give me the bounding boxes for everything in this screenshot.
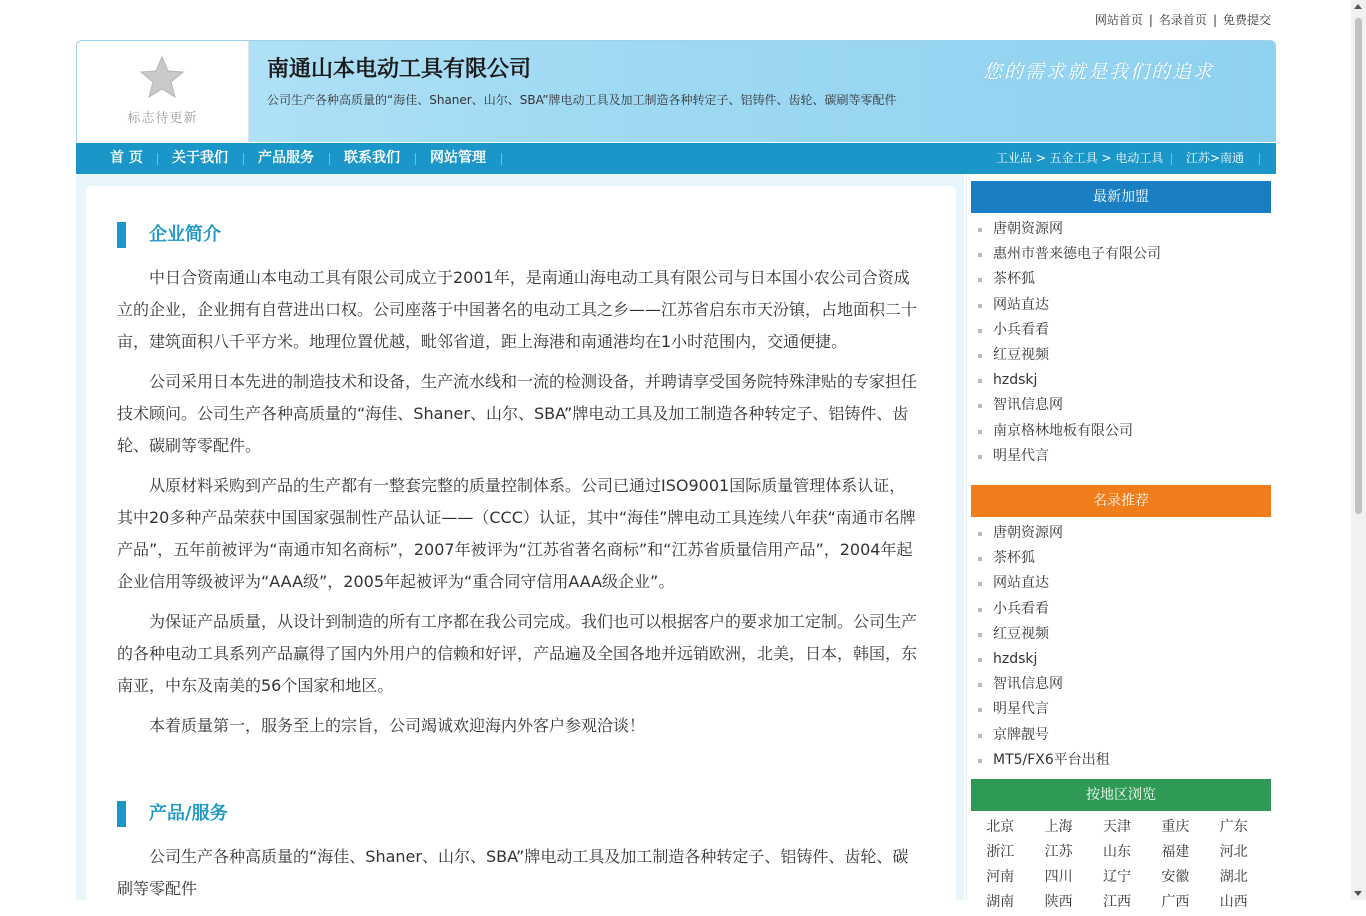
nav-separator [1171,153,1172,165]
list-item[interactable]: 茶杯狐 [978,267,1161,292]
section-title-products: 产品/服务 [117,801,228,827]
nav-item-about[interactable]: 关于我们 [172,150,228,166]
scrollbar-thumb[interactable] [1355,18,1362,514]
nav-separator [501,153,502,165]
list-item[interactable]: 智讯信息网 [978,672,1110,697]
nav-item-products[interactable]: 产品服务 [258,150,314,166]
nav-separator [329,153,330,165]
recommend-heading: 名录推荐 [971,485,1271,517]
separator: | [1212,13,1217,27]
separator: | [1148,13,1153,27]
site-header [76,40,1276,142]
section-title-intro: 企业简介 [117,222,221,248]
list-item[interactable]: 红豆视频 [978,622,1110,647]
intro-paragraph: 中日合资南通山本电动工具有限公司成立于2001年，是南通山海电动工具有限公司与日本国小农公司合资成立的企业，企业拥有自营进出口权。公司座落于中国著名的电动工具之乡——江苏省启东市天汾镇，占地面积二十亩，建筑面积八千平方米。地理位置优越，毗邻省道，距上海港和南通港均在1小时范围内，交通便捷。 [117,268,918,351]
top-link-directory-home[interactable]: 名录首页 [1158,13,1207,27]
region-browse-heading: 按地区浏览 [971,779,1271,811]
top-link-free-submit[interactable]: 免费提交 [1222,13,1271,27]
list-item[interactable]: 网站直达 [978,293,1161,318]
star-icon [139,55,185,99]
category-breadcrumb[interactable]: 工业品 > 五金工具 > 电动工具 [996,151,1164,165]
region-link[interactable]: 广东 [1219,819,1248,835]
list-item[interactable]: 智讯信息网 [978,393,1161,418]
list-item[interactable]: 南京格林地板有限公司 [978,419,1161,444]
list-item[interactable]: hzdskj [978,647,1110,672]
list-item[interactable]: 惠州市普来德电子有限公司 [978,242,1161,267]
region-link[interactable]: 上海 [1044,819,1073,835]
list-item[interactable]: 茶杯狐 [978,546,1110,571]
region-link[interactable]: 陕西 [1044,894,1073,910]
list-item[interactable]: 明星代言 [978,444,1161,469]
region-link[interactable]: 浙江 [986,844,1015,860]
region-link[interactable]: 辽宁 [1102,869,1131,885]
top-links [1095,11,1271,28]
region-link[interactable]: 重庆 [1161,819,1190,835]
region-link[interactable]: 江西 [1102,894,1131,910]
nav-item-home[interactable]: 首 页 [110,150,143,166]
region-row [971,840,1271,865]
products-paragraph: 公司生产各种高质量的“海佳、Shaner、山尔、SBA”牌电动工具及加工制造各种转定子、铝铸件、齿轮、碳刷等零配件 [117,847,909,898]
list-item[interactable]: 小兵看看 [978,597,1110,622]
nav-separator [157,153,158,165]
region-row [971,865,1271,890]
nav-separator [415,153,416,165]
region-link[interactable]: 江苏 [1044,844,1073,860]
nav-separator [243,153,244,165]
top-link-site-home[interactable]: 网站首页 [1094,13,1143,27]
scroll-down-arrow-icon[interactable] [1354,891,1362,896]
region-link[interactable]: 安徽 [1161,869,1190,885]
region-link[interactable]: 北京 [986,819,1015,835]
nav-item-admin[interactable]: 网站管理 [430,150,486,166]
list-item[interactable]: 明星代言 [978,697,1110,722]
list-item[interactable]: 唐朝资源网 [978,521,1110,546]
region-grid [971,815,1271,915]
page-scrollbar[interactable] [1351,0,1366,900]
region-link[interactable]: 河南 [986,869,1015,885]
list-item[interactable]: hzdskj [978,368,1161,393]
main-content [86,186,956,916]
region-link[interactable]: 福建 [1161,844,1190,860]
latest-members-heading: 最新加盟 [971,181,1271,213]
company-name: 南通山本电动工具有限公司 [267,57,532,82]
main-nav [76,143,1276,174]
region-row [971,815,1271,840]
list-item[interactable]: 红豆视频 [978,343,1161,368]
intro-paragraph: 本着质量第一，服务至上的宗旨，公司竭诚欢迎海内外客户参观洽谈！ [149,716,646,735]
region-link[interactable]: 山东 [1102,844,1131,860]
region-row [971,890,1271,915]
region-breadcrumb[interactable]: 江苏>南通 [1186,151,1245,165]
region-link[interactable]: 湖北 [1219,869,1248,885]
list-item[interactable]: 唐朝资源网 [978,217,1161,242]
main-area [76,174,964,900]
logo-text: 标志待更新 [127,111,198,126]
list-item[interactable]: 网站直达 [978,571,1110,596]
scroll-up-arrow-icon[interactable] [1354,4,1362,9]
nav-separator [1259,153,1260,165]
region-link[interactable]: 天津 [1102,819,1131,835]
company-description: 公司生产各种高质量的“海佳、Shaner、山尔、SBA”牌电动工具及加工制造各种转定子、铝铸件、齿轮、碳刷等零配件 [267,93,897,107]
list-item[interactable]: MT5/FX6平台出租 [978,748,1110,773]
region-link[interactable]: 湖南 [986,894,1015,910]
region-link[interactable]: 四川 [1044,869,1073,885]
logo[interactable] [77,41,249,142]
nav-item-contact[interactable]: 联系我们 [344,150,400,166]
intro-paragraph: 公司采用日本先进的制造技术和设备，生产流水线和一流的检测设备，并聘请享受国务院特殊津贴的专家担任技术顾问。公司生产各种高质量的“海佳、Shaner、山尔、SBA”牌电动工具及加工制造各种转定子、铝铸件、齿轮、碳刷等零配件。 [117,372,918,455]
intro-paragraph: 从原材料采购到产品的生产都有一整套完整的质量控制体系。公司已通过ISO9001国际质量管理体系认证，其中20多种产品荣获中国国家强制性产品认证——（CCC）认证，其中“海佳”牌电动工具连续八年获“南通市名牌产品”，五年前被评为“南通市知名商标”，2007年被评为“江苏省著名商标”和“江苏省质量信用产品”，2004年起企业信用等级被评为“AAA级”，2005年起被评为“重合同守信用AAA级企业”。 [117,476,916,591]
intro-paragraph: 为保证产品质量，从设计到制造的所有工序都在我公司完成。我们也可以根据客户的要求加工定制。公司生产的各种电动工具系列产品赢得了国内外用户的信赖和好评，产品遍及全国各地并远销欧洲，北美，日本，韩国，东南亚，中东及南美的56个国家和地区。 [117,612,918,695]
region-link[interactable]: 山西 [1219,894,1248,910]
region-link[interactable]: 河北 [1219,844,1248,860]
list-item[interactable]: 京牌靓号 [978,723,1110,748]
slogan: 您的需求就是我们的追求 [983,61,1215,83]
recommend-list [978,521,1110,773]
region-link[interactable]: 广西 [1161,894,1190,910]
list-item[interactable]: 小兵看看 [978,318,1161,343]
latest-members-list [978,217,1161,469]
